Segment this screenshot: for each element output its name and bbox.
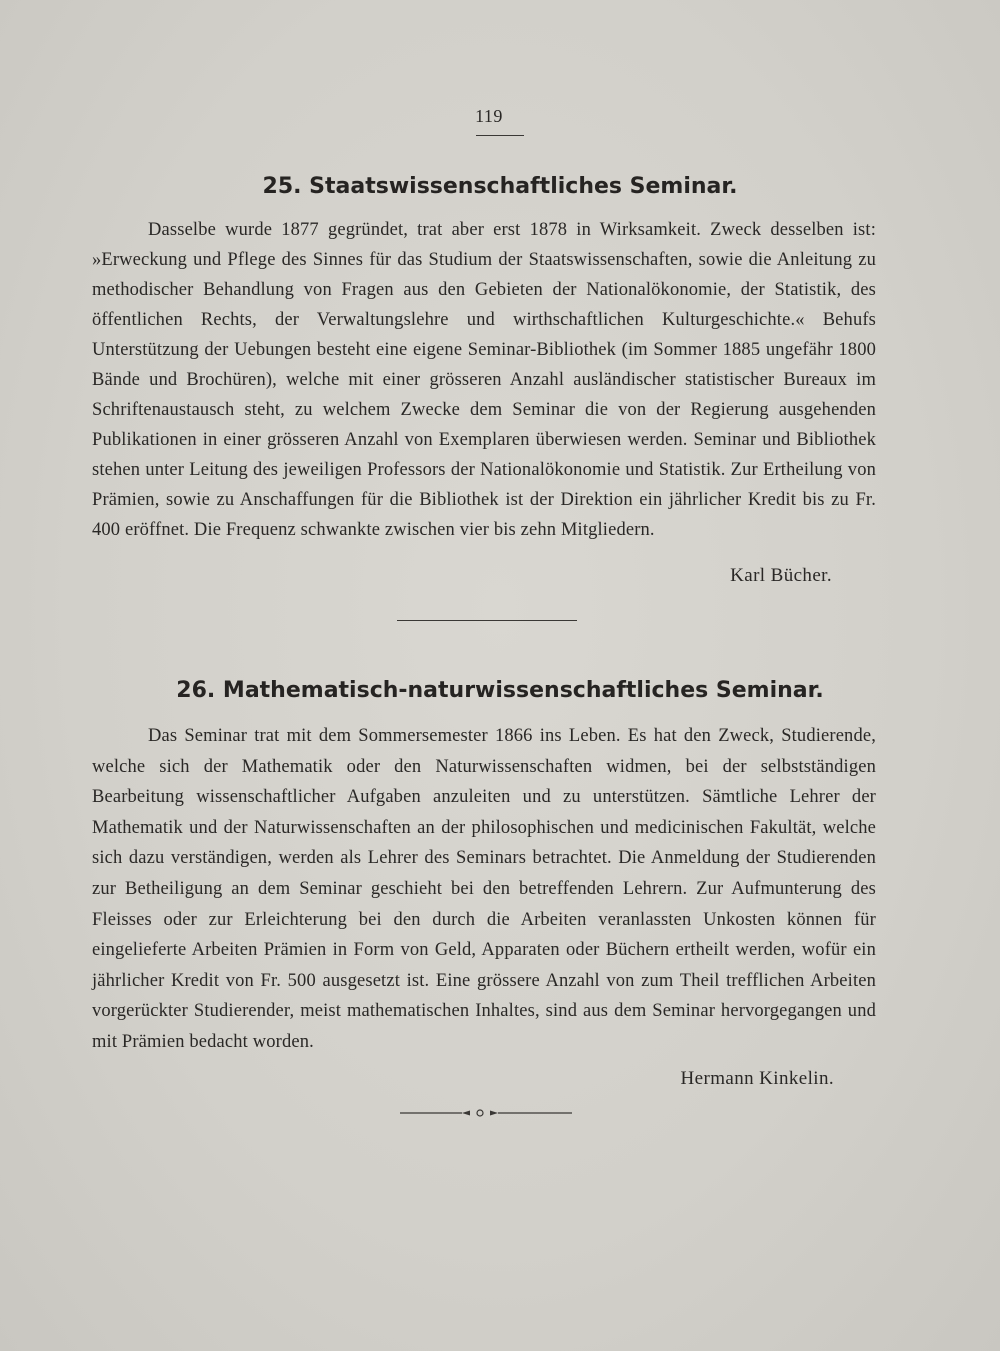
- page-number: 119: [475, 106, 503, 126]
- page-number-rule: [476, 135, 524, 136]
- section-26-heading: 26. Mathematisch-naturwissenschaftliches Seminar.: [176, 678, 824, 703]
- section-25-heading: 25. Staatswissenschaftliches Seminar.: [262, 174, 738, 199]
- section-25-author: Karl Bücher.: [730, 565, 832, 586]
- end-ornament-icon: [400, 1108, 572, 1118]
- section-25-paragraph: Dasselbe wurde 1877 gegründet, trat aber erst 1878 in Wirksamkeit. Zweck desselben ist: »Erweckung und Pflege des Sinnes für das Studium der Staatswissenschaften, sowie die Anleitung zu methodischer Behandlung von Fragen aus den Gebieten der Nationalökonomie, der Statistik, des öffentlichen Rechts, der Verwaltungslehre und wirthschaftlichen Kulturgeschichte.« Behufs Unterstützung der Uebungen besteht eine eigene Seminar-Bibliothek (im Sommer 1885 ungefähr 1800 Bände und Brochüren), welche mit einer grösseren Anzahl ausländischer statistischer Bureaux im Schriftenaustausch steht, zu welchem Zwecke dem Seminar die von der Regierung ausgehenden Publikationen in einer grösseren Anzahl von Exemplaren überwiesen werden. Seminar und Bibliothek stehen unter Leitung des jeweiligen Professors der Nationalökonomie und Statistik. Zur Ertheilung von Prämien, sowie zu Anschaffungen für die Bibliothek ist der Direktion ein jährlicher Kredit bis zu Fr. 400 eröffnet. Die Frequenz schwankte zwischen vier bis zehn Mitgliedern.: [92, 220, 876, 540]
- section-26-paragraph: Das Seminar trat mit dem Sommersemester 1866 ins Leben. Es hat den Zweck, Studierende, welche sich der Mathematik oder den Naturwissenschaften widmen, bei der selbstständigen Bearbeitung wissenschaftlicher Aufgaben anzuleiten und zu unterstützen. Sämtliche Lehrer der Mathematik und der Naturwissenschaften an der philosophischen und medicinischen Fakultät, welche sich dazu verständigen, werden als Lehrer des Seminars betrachtet. Die Anmeldung der Studierenden zur Betheiligung an dem Seminar geschieht bei den betreffenden Lehrern. Zur Aufmunterung des Fleisses oder zur Erleichterung bei den durch die Arbeiten veranlassten Unkosten können für eingelieferte Arbeiten Prämien in Form von Geld, Apparaten oder Büchern ertheilt werden, wofür ein jährlicher Kredit von Fr. 500 ausgesetzt ist. Eine grössere Anzahl von zum Theil trefflichen Arbeiten vorgerückter Studierender, meist mathematischen Inhaltes, sind aus dem Seminar hervorgegangen und mit Prämien bedacht worden.: [92, 726, 876, 1052]
- section-26-author: Hermann Kinkelin.: [680, 1068, 834, 1089]
- section-separator-rule: [397, 620, 577, 621]
